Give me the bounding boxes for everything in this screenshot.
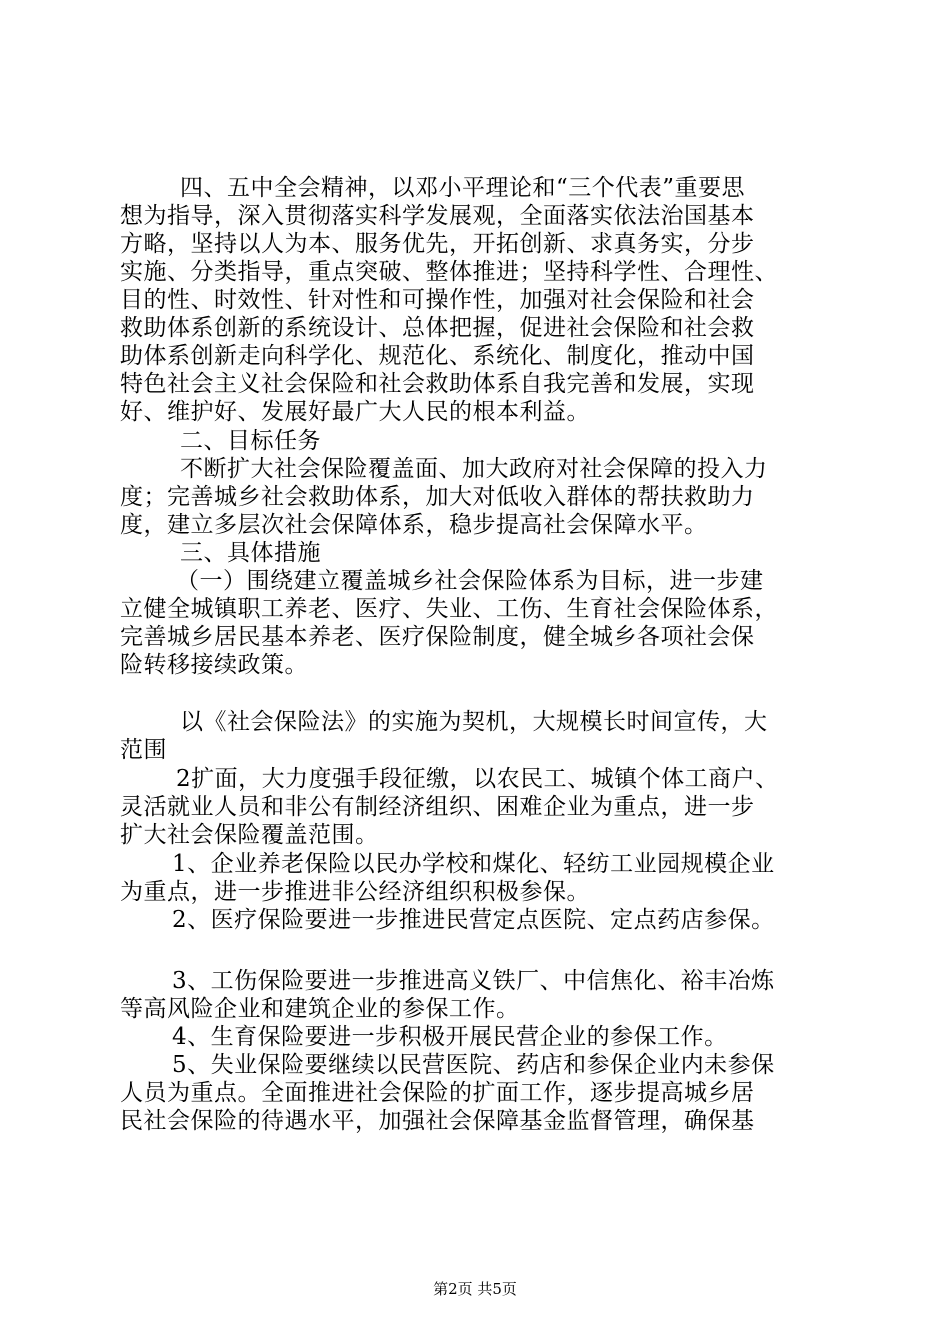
text-line: 好、维护好、发展好最广大人民的根本利益。 bbox=[120, 399, 590, 425]
text-line: 立健全城镇职工养老、医疗、失业、工伤、生育社会保险体系， bbox=[120, 596, 778, 622]
text-line: （一）围绕建立覆盖城乡社会保险体系为目标，进一步建 bbox=[176, 568, 764, 594]
text-line: 扩大社会保险覆盖范围。 bbox=[120, 822, 379, 848]
text-line: 灵活就业人员和非公有制经济组织、困难企业为重点，进一步 bbox=[120, 794, 755, 820]
text-line: 1、企业养老保险以民办学校和煤化、轻纺工业园规模企业 bbox=[172, 851, 775, 877]
text-line: 范围 bbox=[120, 737, 167, 763]
text-line: 方略，坚持以人为本、服务优先，开拓创新、求真务实，分步 bbox=[120, 231, 755, 257]
text-line: 2、医疗保险要进一步推进民营定点医院、定点药店参保。 bbox=[172, 907, 775, 933]
text-line: 2扩面，大力度强手段征缴，以农民工、城镇个体工商户、 bbox=[176, 766, 779, 792]
text-line: 险转移接续政策。 bbox=[120, 652, 308, 678]
text-line: 目的性、时效性、针对性和可操作性，加强对社会保险和社会 bbox=[120, 287, 755, 313]
text-line: 5、失业保险要继续以民营医院、药店和参保企业内未参保 bbox=[172, 1052, 775, 1078]
text-line: 实施、分类指导，重点突破、整体推进；坚持科学性、合理性、 bbox=[120, 259, 778, 285]
text-line: 三、具体措施 bbox=[180, 540, 321, 566]
text-line: 以《社会保险法》的实施为契机，大规模长时间宣传，大 bbox=[180, 709, 768, 735]
text-line: 度；完善城乡社会救助体系，加大对低收入群体的帮扶救助力 bbox=[120, 484, 755, 510]
text-line: 想为指导，深入贯彻落实科学发展观，全面落实依法治国基本 bbox=[120, 203, 755, 229]
text-line: 人员为重点。全面推进社会保险的扩面工作，逐步提高城乡居 bbox=[120, 1080, 755, 1106]
text-line: 等高风险企业和建筑企业的参保工作。 bbox=[120, 996, 520, 1022]
text-line: 4、生育保险要进一步积极开展民营企业的参保工作。 bbox=[172, 1024, 728, 1050]
text-line: 救助体系创新的系统设计、总体把握，促进社会保险和社会救 bbox=[120, 315, 755, 341]
text-line: 民社会保险的待遇水平，加强社会保障基金监督管理，确保基 bbox=[120, 1108, 755, 1134]
text-line: 完善城乡居民基本养老、医疗保险制度，健全城乡各项社会保 bbox=[120, 624, 755, 650]
text-line: 助体系创新走向科学化、规范化、系统化、制度化，推动中国 bbox=[120, 343, 755, 369]
text-line: 不断扩大社会保险覆盖面、加大政府对社会保障的投入力 bbox=[180, 456, 768, 482]
text-line: 特色社会主义社会保险和社会救助体系自我完善和发展，实现 bbox=[120, 371, 755, 397]
text-line: 二、目标任务 bbox=[180, 428, 321, 454]
text-line: 为重点，进一步推进非公经济组织积极参保。 bbox=[120, 879, 590, 905]
text-line: 3、工伤保险要进一步推进高义铁厂、中信焦化、裕丰冶炼 bbox=[172, 968, 775, 994]
text-line: 度，建立多层次社会保障体系，稳步提高社会保障水平。 bbox=[120, 512, 708, 538]
page-footer: 第2页 共5页 bbox=[433, 1280, 517, 1298]
text-line: 四、五中全会精神，以邓小平理论和“三个代表”重要思 bbox=[180, 175, 746, 201]
